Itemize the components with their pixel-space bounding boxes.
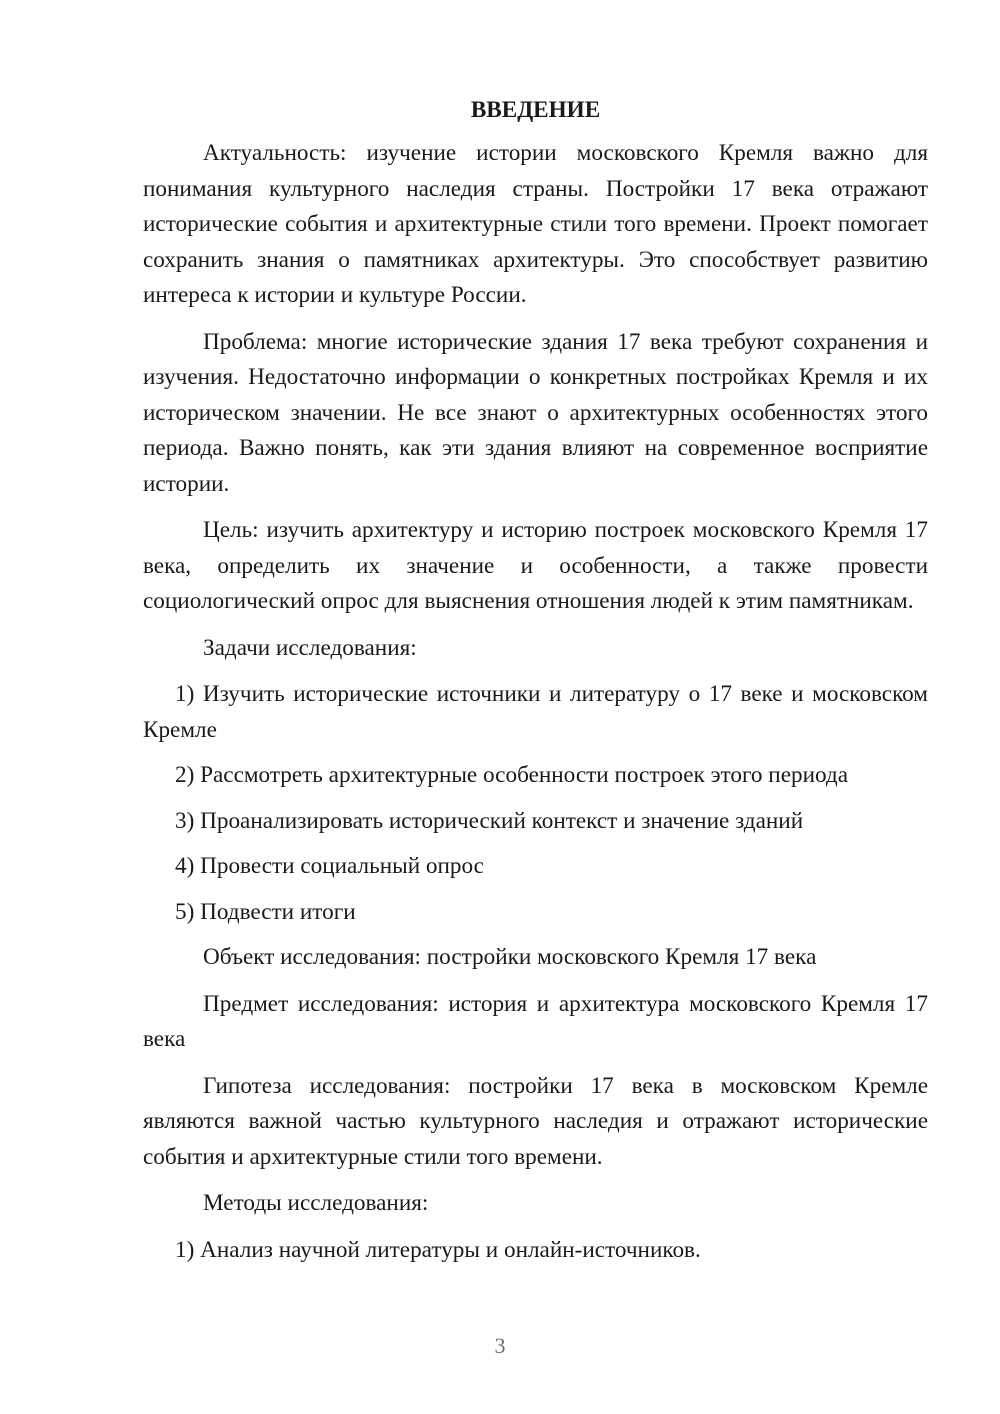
- document-body: [143, 95, 928, 1278]
- paragraph-subject: Предмет исследования: история и архитектура московского Кремля 17 века: [143, 990, 928, 1052]
- task-item-4: 4) Провести социальный опрос: [175, 853, 484, 879]
- document-title: ВВЕДЕНИЕ: [470, 97, 601, 123]
- paragraph-problem: Проблема: многие исторические здания 17 века требуют сохранения и изучения. Недостаточно информации о конкретных постройках Кремля и их историческом значении. Не все знают о архитектурных особенностях этого периода. Важно понять, как эти здания влияют на современное восприятие истории.: [143, 328, 928, 497]
- page-number: 3: [494, 1333, 506, 1358]
- task-item-3: 3) Проанализировать исторический контекст и значение зданий: [175, 807, 804, 834]
- paragraph-hypothesis: Гипотеза исследования: постройки 17 века в московском Кремле являются важной частью культурного наследия и отражают исторические события и архитектурные стили того времени.: [143, 1072, 928, 1170]
- paragraph-object: Объект исследования: постройки московского Кремля 17 века: [203, 944, 817, 970]
- task-item-2: 2) Рассмотреть архитектурные особенности построек этого периода: [175, 762, 849, 788]
- task-item-1: 1) Изучить исторические источники и литературу о 17 веке и московском Кремле: [143, 681, 928, 743]
- method-item-1: 1) Анализ научной литературы и онлайн-источников.: [175, 1236, 701, 1263]
- methods-heading: Методы исследования:: [203, 1190, 429, 1216]
- task-item-5: 5) Подвести итоги: [175, 898, 356, 925]
- paragraph-goal: Цель: изучить архитектуру и историю построек московского Кремля 17 века, определить их значение и особенности, а также провести социологический опрос для выяснения отношения людей к этим памятникам.: [143, 517, 928, 614]
- tasks-heading: Задачи исследования:: [203, 634, 417, 661]
- paragraph-relevance: Актуальность: изучение истории московского Кремля важно для понимания культурного наследия страны. Постройки 17 века отражают исторические события и архитектурные стили того времени. Проект помогает сохранить знания о памятниках архитектуры. Это способствует развитию интереса к истории и культуре России.: [143, 140, 928, 308]
